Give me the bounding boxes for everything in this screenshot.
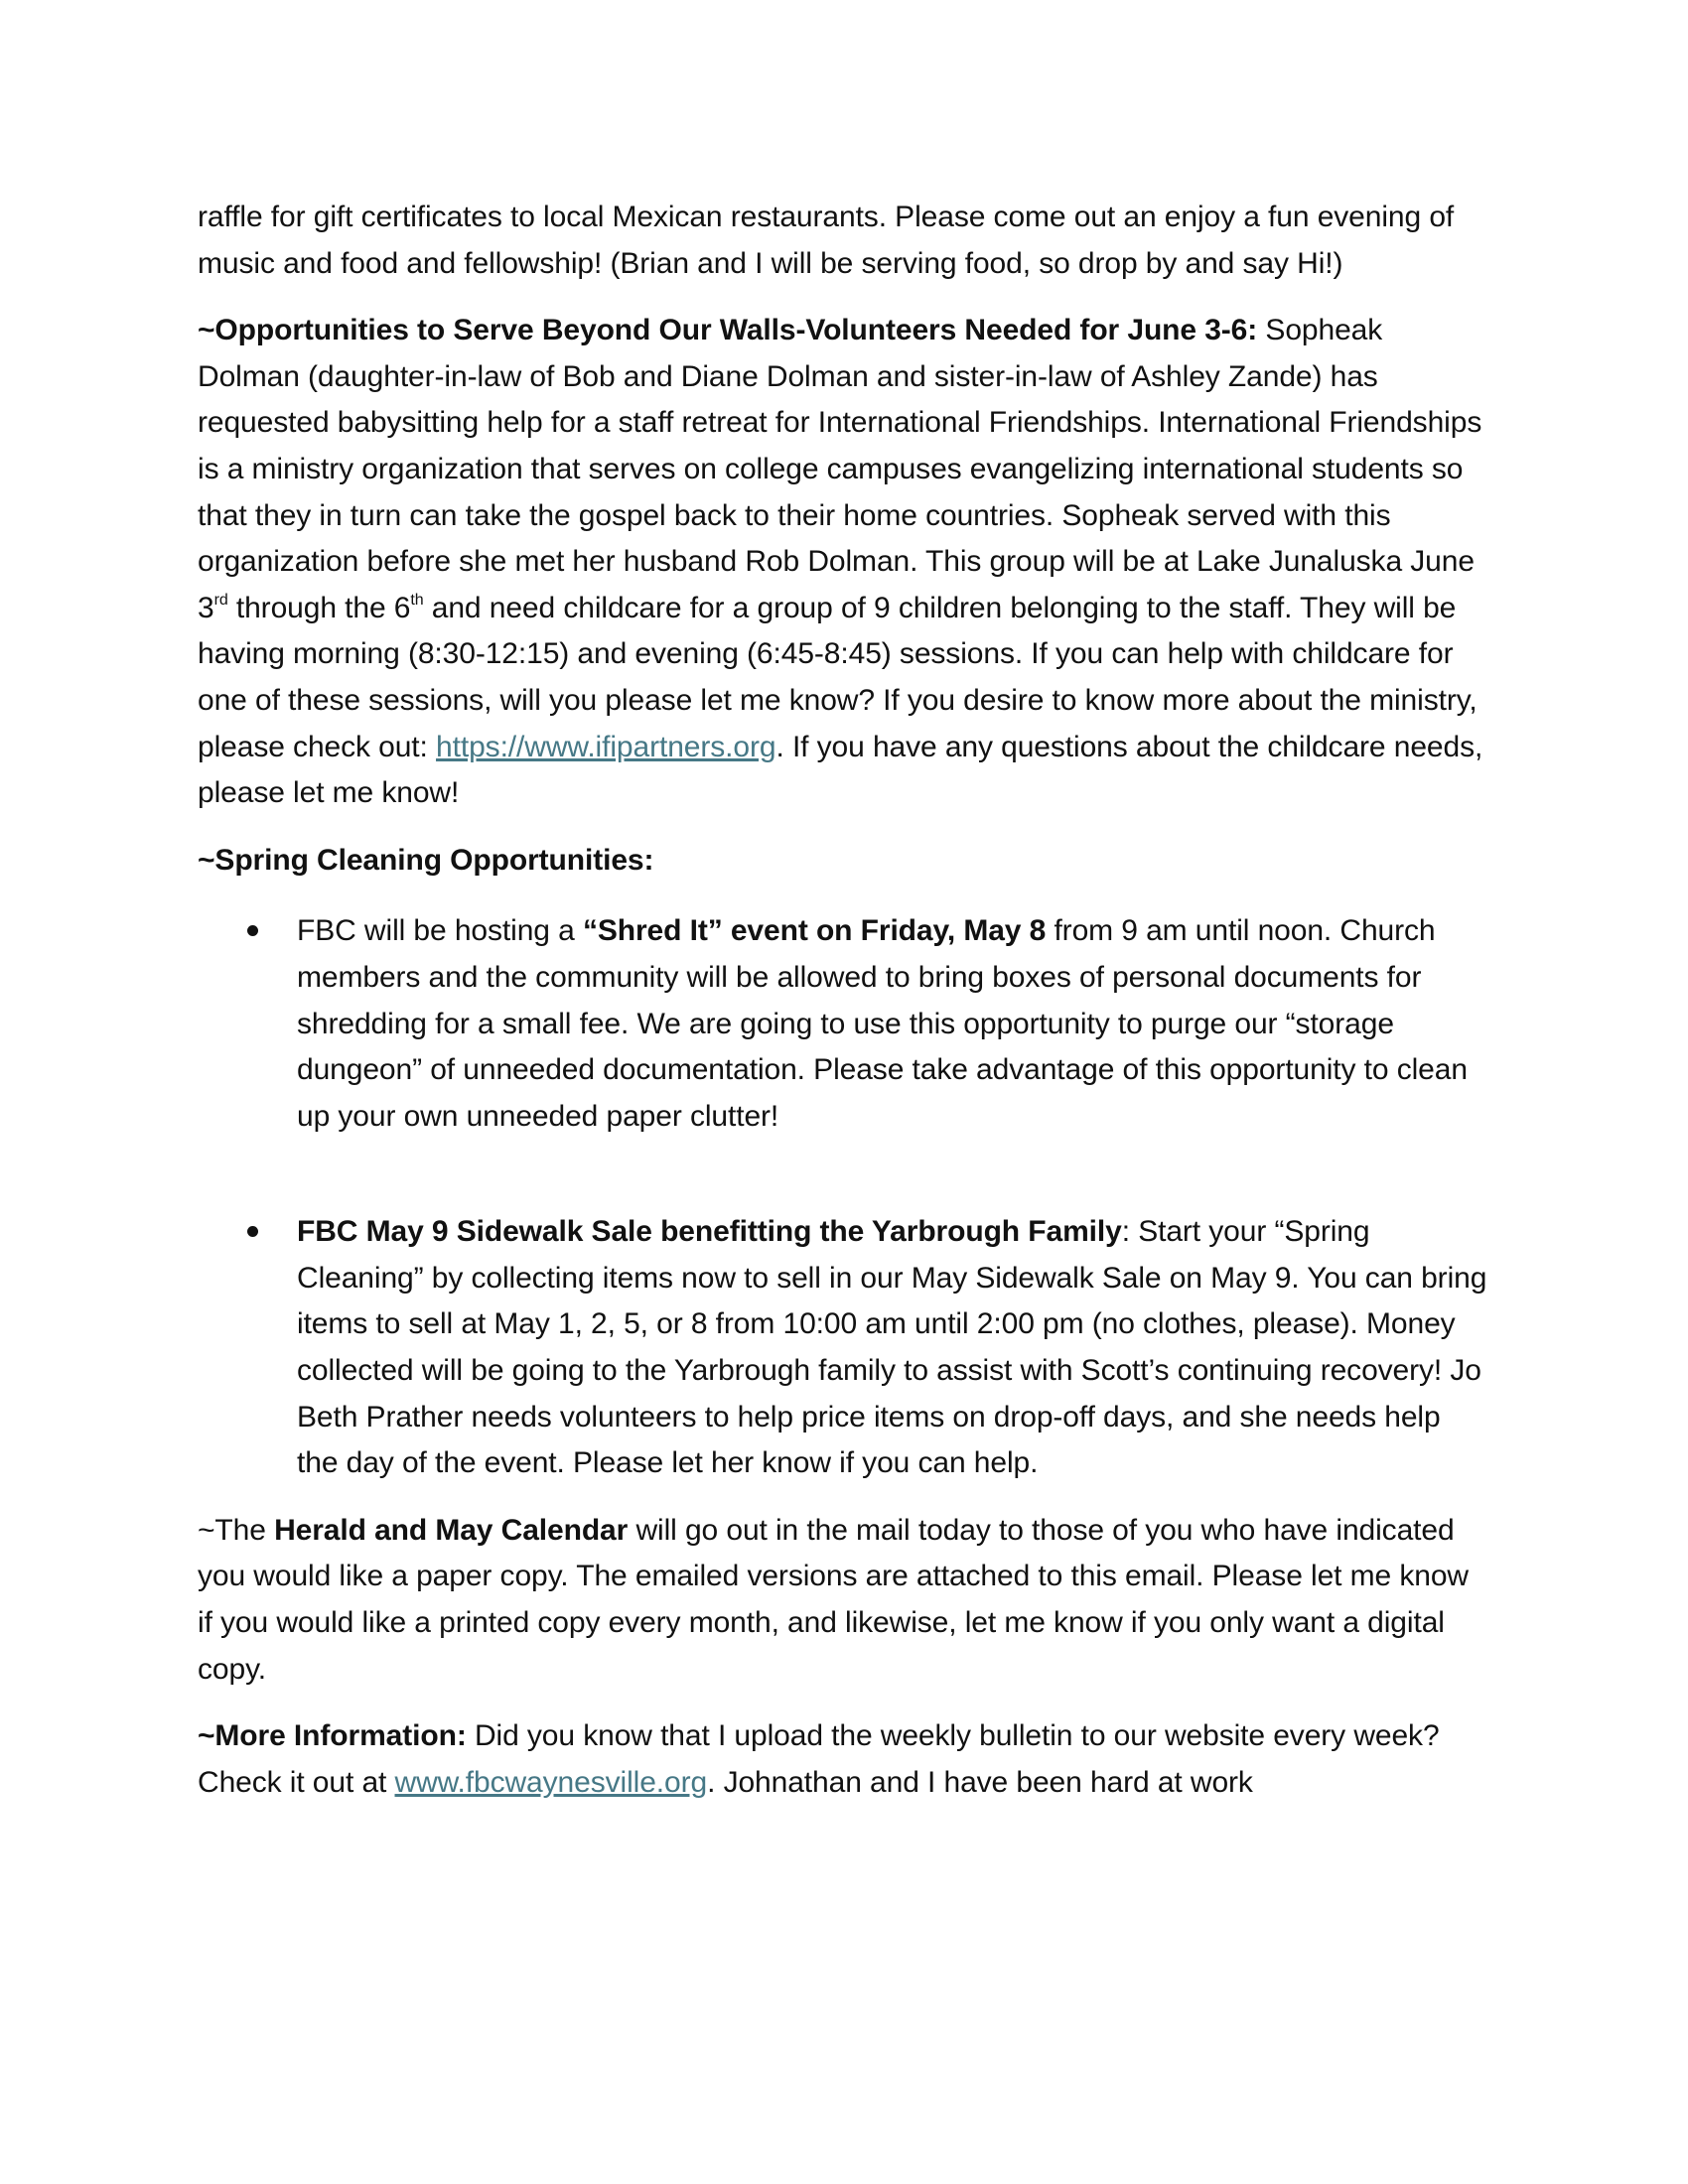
bullet-text xyxy=(297,1209,1488,1487)
bullet-pre: FBC will be hosting a xyxy=(297,914,583,948)
serve-heading: ~Opportunities to Serve Beyond Our Walls-Volunteers Needed for June 3-6: xyxy=(198,314,1258,347)
spring-bullet-shred-it xyxy=(198,908,1488,1140)
serve-body-4: . If you have any questions about the childcare needs, please let me know! xyxy=(198,730,1483,810)
serve-paragraph xyxy=(198,308,1488,817)
serve-body-1: Sopheak Dolman (daughter-in-law of Bob and Diane Dolman and sister-in-law of Ashley Zande) has requested babysitting help for a staff retreat for International Friendships. International Friendships is a ministry organization that serves on college campuses evangelizing international students so that they in turn can take the gospel back to their home countries. Sopheak served with this organization before she met her husband Rob Dolman. This group will be at Lake Junaluska June 3 xyxy=(198,314,1482,624)
bullet-icon xyxy=(247,1226,258,1237)
more-info-heading: ~More Information: xyxy=(198,1719,467,1753)
more-info-body-2: . Johnathan and I have been hard at work xyxy=(707,1765,1253,1799)
herald-post: will go out in the mail today to those of you who have indicated you would like a paper copy. The emailed versions are attached to this email. Please let me know if you would like a printed copy every month, and likewise, let me know if you only want a digital copy. xyxy=(198,1513,1469,1686)
bullet-post: from 9 am until noon. Church members and the community will be allowed to bring boxes of personal documents for shredding for a small fee. We are going to use this opportunity to purge our “storage dungeon” of unneeded documentation. Please take advantage of this opportunity to clean up your own unneeded paper clutter! xyxy=(297,914,1468,1133)
document-page xyxy=(198,195,1488,1806)
bullet-post: : Start your “Spring Cleaning” by collecting items now to sell in our May Sidewalk Sale on May 9. You can bring items to sell at May 1, 2, 5, or 8 from 10:00 am until 2:00 pm (no clothes, please). Money collected will be going to the Yarbrough family to assist with Scott’s continuing recovery! Jo Beth Prather needs volunteers to help price items on drop-off days, and she needs help the day of the event. Please let her know if you can help. xyxy=(297,1215,1487,1480)
herald-bold: Herald and May Calendar xyxy=(274,1513,629,1547)
more-info-body-1: Did you know that I upload the weekly bulletin to our website every week? Check it out at xyxy=(198,1719,1440,1799)
fbcwaynesville-link[interactable]: www.fbcwaynesville.org xyxy=(394,1765,708,1799)
herald-paragraph xyxy=(198,1508,1488,1693)
bullet-bold: FBC May 9 Sidewalk Sale benefitting the Yarbrough Family xyxy=(297,1215,1122,1249)
serve-body-3: and need childcare for a group of 9 children belonging to the staff. They will be having morning (8:30-12:15) and evening (6:45-8:45) sessions. If you can help with childcare for one of these sessions, will you please let me know? If you desire to know more about the ministry, please check out: xyxy=(198,591,1477,763)
serve-sup-rd: rd xyxy=(213,591,228,609)
bullet-icon xyxy=(247,925,258,936)
serve-body-2: through the 6 xyxy=(227,591,411,624)
ifipartners-link[interactable]: https://www.ifipartners.org xyxy=(436,730,776,763)
herald-pre: ~The xyxy=(198,1513,275,1547)
spring-bullet-sidewalk-sale xyxy=(198,1209,1488,1487)
bullet-text xyxy=(297,908,1488,1140)
spring-heading-paragraph xyxy=(198,838,1488,885)
intro-text: raffle for gift certificates to local Mexican restaurants. Please come out an enjoy a fun evening of music and food and fellowship! (Brian and I will be serving food, so drop by and say Hi!) xyxy=(198,201,1455,280)
bullet-bold: “Shred It” event on Friday, May 8 xyxy=(582,914,1047,948)
intro-paragraph xyxy=(198,195,1488,287)
serve-sup-th: th xyxy=(410,591,424,609)
spring-heading: ~Spring Cleaning Opportunities: xyxy=(198,843,654,877)
more-info-paragraph xyxy=(198,1713,1488,1806)
